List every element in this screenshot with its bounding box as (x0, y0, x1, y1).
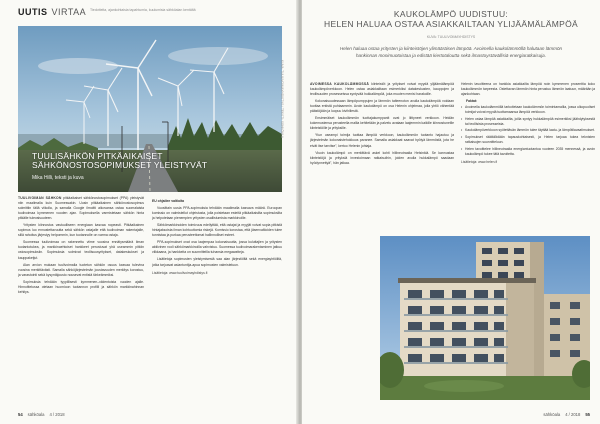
facts-kicker: Faktat: (466, 99, 478, 104)
paragraph: “Kun useampi toimija tuottaa lämpöä verkkoon, kaukolämmön tuotanto hajautuu ja järjestelmän kokonaistehokkuus paranee. Samalla asiakkaat saavat hyötyä lämmöstä, jota he eivät itse tarvitse”, kertoo Helenin johtaja. (310, 133, 454, 148)
magazine-name: sähköala (27, 412, 45, 417)
left-article-column-1 (18, 196, 144, 402)
paragraph (18, 196, 144, 221)
paragraph-text: kiinteistöt ja yritykset voivat myydä ylijäämälämpöä kaukolämpöverkkoon. Helen ostaa asiakkailtaan esimerkiksi datakeskusten, kauppojen ja teollisuuden prosesseissa syntyvää hukkalämpöä, joka muuten menisi harakoille. (310, 82, 454, 97)
photo-headline (32, 152, 207, 170)
paragraph: Ensimmäiset kaukolämmön tuottajakumppanit ovat jo liittyneet verkkoon. Heidän kokemustensa perusteella mallia kehitetään ja palvelu avataan laajemmin kaikille kiinnostuneille kiinteistöille ja yrityksille. (310, 116, 454, 131)
paragraph: Sähkömarkkinoiden toimivuus edellyttää, että ostajat ja myyjät voivat sopia pitkistä hintajaksoista ilman kohtuuttomia riskejä. Komissio korostaa, että jäsenvaltioiden tulee tunnistaa ja purkaa perusteettomat hallinnolliset esteet. (152, 223, 282, 238)
title-line-2: HELEN HALUAA OSTAA ASIAKKAILTAAN YLIJÄÄMÄLÄMPÖÄ (324, 18, 578, 29)
paragraph-text: pitkäaikaiset sähkönostosopimukset (PPA) yleistyvät niin maailmalla kuin Suomessakin. Uusin pitkäaikainen sähkönostosopimus solmittiin tällä viikolla, ja samalla Google ilmoitti aikovansa ostaa suomalaista tuulivoimaa kymmenen vuoden ajan. Sopimuksella varmistetaan sähkön hinta pitkälle tulevaisuuteen. (18, 196, 144, 221)
headline-line-1: TUULISÄHKÖN PITKÄAIKAISET (32, 151, 163, 161)
paragraph: Sopimuksia tehdään tyypillisesti kymmenen–viidentoista vuoden ajalle. Hinnoittelussa otetaan huomioon tuotannon profiili ja sähkön markkinahinnan kehitys. (18, 279, 144, 294)
paragraph: Kokonaisuudessaan lämpöpumppujen ja lämmön talteenoton avulla kaukolämpöä voidaan tuottaa entistä puhtaammin. Avoin kaukolämpö on osa Helenin ohjelmaa, jolla yhtiö vähentää päästöjään ja luopuu kivihiilestä. (310, 99, 454, 114)
side-credit: KUVA: TUULIVOIMAYHDISTYS / TEKSTI: SÄHKÖALA (280, 60, 284, 139)
list-item: • Helen ostaa lämpöä asiakkailta, joilla syntyy hukkalämpöä esimerkiksi jäähdytyksestä tai teollisista prosesseista. (461, 117, 595, 127)
paragraph: Vuosittain uusia PPA-sopimuksia tehdään maailmalla kasvava määrä. Euroopan komissio on valmistellut ohjeistusta, jolla poistetaan esteitä pitkäaikaisilta sopimuksilta ja helpotetaan pienempien yritysten osallistumista markkinoille. (152, 206, 282, 221)
paragraph: “Avoin kaukolämpö on merkittävä askel kohti hiilineutraalia Helsinkiä. Se kannustaa kiinteistöjä ja yrityksiä investoimaan ratkaisuihin, joiden avulla hukkalämpö saadaan hyödynnettyä”, hän jatkaa. (310, 150, 454, 165)
right-page (302, 0, 600, 424)
subheading: EU ohjailee valtioita (152, 199, 185, 203)
wind-turbine-photo (18, 26, 282, 192)
article-lead: Helen haluaa ostaa yritysten ja kiinteistöjen ylimääräisen lämpöä. Avoimella kaukolämmöllä halutaan lämmön hankinnan monimuotoistaa ja edistää kiertotaloutta sekä ilmastoystävällisiä energiaratkaisuja. (339, 46, 563, 58)
left-article-column-2 (152, 196, 282, 402)
section-tagline: Tiedotteita, ajankohtaisia tapahtumia, kuulumisia sähköalan kentältä (90, 8, 196, 12)
lead-in-caps: TUULIVOIMAN SÄHKÖN (18, 196, 62, 200)
article-title (302, 10, 600, 29)
issue-number: 4 / 2018 (565, 412, 581, 417)
list-item: • Avoimella kaukolämmöllä tarkoitetaan kaukolämmön toimintamallia, jossa ulkopuoliset toimijat voivat myydä tuottamaansa lämpöä verkkoon. (461, 105, 595, 115)
page-number: 55 (585, 412, 590, 417)
page-number: 54 (18, 412, 23, 417)
source-link[interactable]: Lisätietoja: www.helen.fi (461, 159, 498, 164)
building-illustration (380, 236, 590, 400)
paragraph: Yritysten kiinnostus vastuulliseen energiaan kasvaa nopeasti. Pitkäaikainen sopimus luo ennustettavuutta sekä sähkön ostajalle että tuulivoiman rakentajalle, sillä rahoitus järjestyy helpommin, kun tuotannolle on varma ostaja. (18, 223, 144, 238)
issue-number: 4 / 2018 (49, 412, 65, 417)
lead-in-caps: AVOIMESSA KAUKOLÄMMÖSSÄ (310, 82, 370, 86)
source-link[interactable]: Lisätietoja: www.tuulivoimayhdistys.fi (152, 270, 208, 275)
article-byline: KUVA: TUULIVOIMAYHDISTYS (426, 35, 476, 39)
paragraph (310, 82, 454, 97)
paragraph: Helenin tavoitteena on hankkia asiakkailta lämpöä noin kymmenen prosenttia koko kaukolämmön tarpeesta. Ostettavan lämmön hinta perustuu lämmön laatuun, määrään ja ajankohtaan. (461, 82, 595, 97)
paragraph: Lisätietoja sopimusten yleistymisestä saa alan järjestöiltä sekä energiayhtiöiltä, jotka tarjoavat asiantuntija-apua sopimusten valmisteluun. (152, 257, 282, 267)
left-footer (18, 412, 65, 417)
section-name-b: VIRTAA (51, 7, 87, 17)
facts-list (461, 105, 595, 156)
list-item: • Kaukolämpöverkkoon syötettävän lämmön tulee täyttää laatu- ja lämpötilavaatimukset. (461, 128, 595, 133)
title-line-1: KAUKOLÄMPÖ UUDISTUU: (393, 9, 509, 19)
paragraph: PPA-sopimukset ovat osa laajempaa kokonaisuutta, jossa kuluttajien ja yritysten aktiivinen rooli sähkömarkkinoilla vahvistuu. Suomessa tuulivoimarakentaminen jatkuu vilkkaana, ja hankkeita on suunnitteilla tuhansia megawatteja. (152, 240, 282, 255)
right-footer (543, 412, 590, 417)
list-item: • Helen tavoittelee hiilineutraalia energiantuotantoa vuoteen 2035 mennessä, ja avoin kaukolämpö tukee tätä tavoitetta. (461, 147, 595, 157)
paragraph: Suomessa tuulivoimaa on rakennettu viime vuosina ennätysmäärä ilman tuotantotukea, ja markkinaehtoiset hankkeet perustuvat yhä useammin pitkiin ostosopimuksiin. Sopimuksia solmivat teollisuusyritykset, datakeskukset ja kauppaketjut. (18, 240, 144, 260)
list-item: • Sopimukset räätälöidään tapauskohtaisesti, ja Helen tarjoaa tukea teknisten ratkaisujen suunnitteluun. (461, 135, 595, 145)
headline-line-2: SÄHKÖNOSTOSOPIMUKSET YLEISTYVÄT (32, 160, 208, 170)
apartment-building-photo (380, 236, 590, 400)
photo-byline: Mika Hilli, teksti ja kuva (32, 175, 84, 181)
section-name-a: UUTIS (18, 7, 48, 17)
section-header (18, 7, 86, 17)
magazine-name: sähköala (543, 412, 561, 417)
left-page (0, 0, 298, 424)
paragraph: Alan arvion mukaan tuulivoimalla tuotetun sähkön osuus kasvaa tulevina vuosina merkittävästi. Samalla sähköjärjestelmän joustavuuden merkitys korostuu, ja varastointi sekä kysyntäjousto nousevat entistä tärkeämmiksi. (18, 262, 144, 277)
